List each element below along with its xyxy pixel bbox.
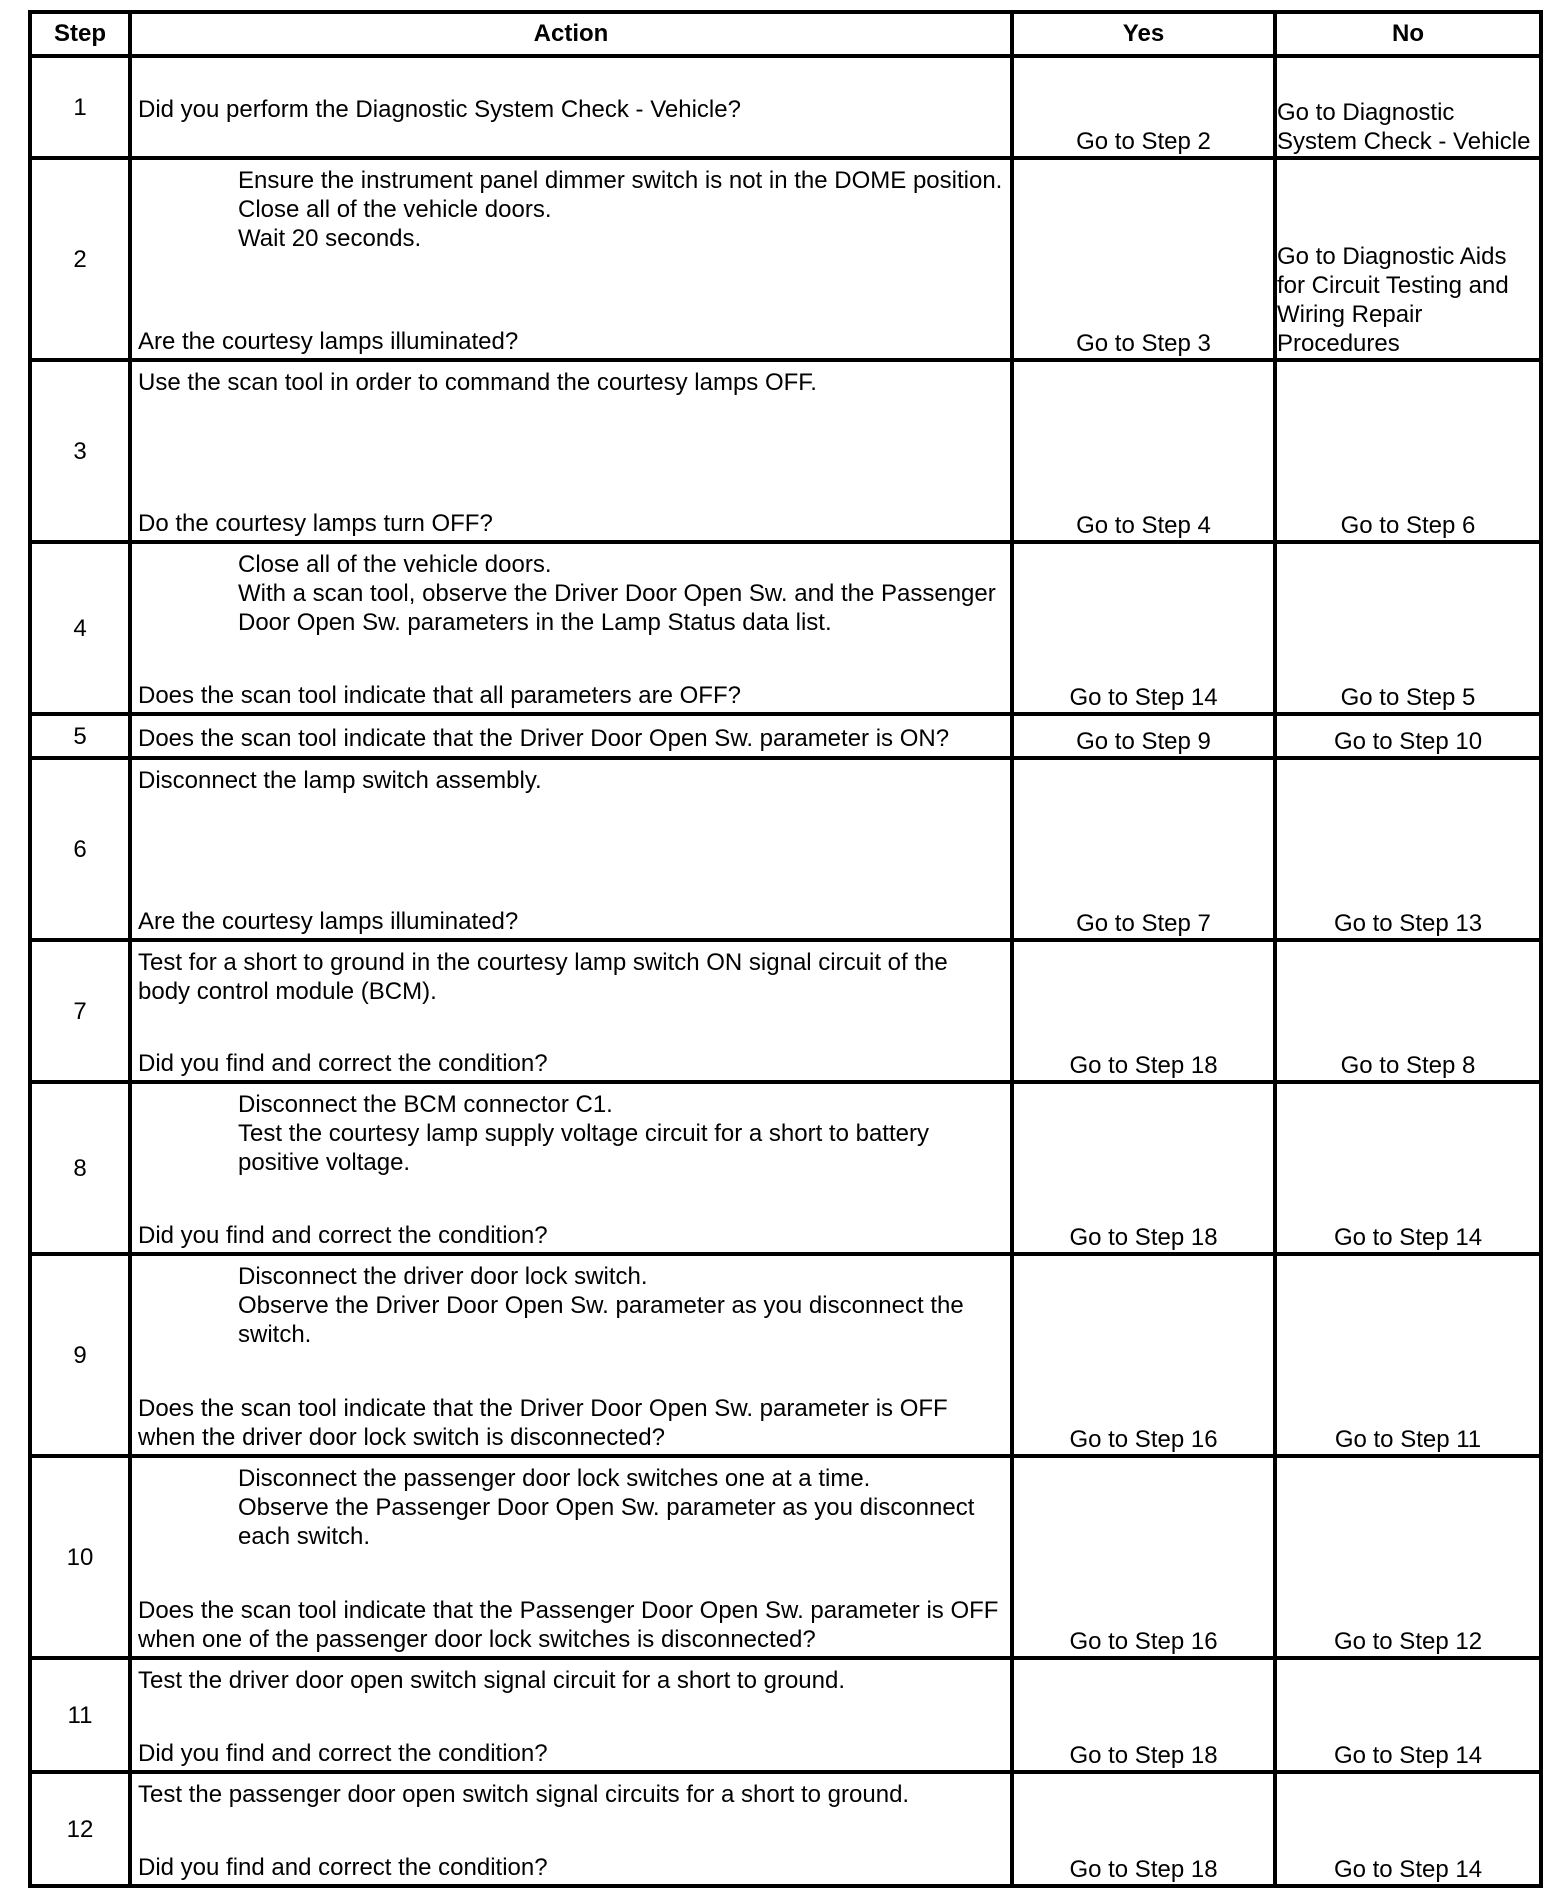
no-cell: Go to Step 6 [1275,360,1541,542]
step-number: 11 [30,1658,130,1772]
yes-cell: Go to Step 16 [1012,1456,1275,1658]
action-cell [130,1772,1012,1886]
instruction-line: Observe the Driver Door Open Sw. parameter as you disconnect the switch. [238,1292,964,1348]
instruction-line: With a scan tool, observe the Driver Door Open Sw. and the Passenger Door Open Sw. parameters in the Lamp Status data list. [238,580,996,636]
step-number: 2 [30,158,130,360]
instruction-line: Disconnect the lamp switch assembly. [138,767,542,794]
yes-cell: Go to Step 4 [1012,360,1275,542]
action-cell [130,1082,1012,1254]
header-action: Action [130,12,1012,56]
no-cell: Go to Step 8 [1275,940,1541,1082]
action-question: Did you find and correct the condition? [138,1050,548,1077]
no-cell: Go to Step 14 [1275,1772,1541,1886]
instruction-line: Disconnect the driver door lock switch. [238,1263,648,1290]
yes-cell: Go to Step 18 [1012,1082,1275,1254]
instruction-line: Disconnect the BCM connector C1. [238,1091,613,1118]
instruction-line: Close all of the vehicle doors. [238,196,552,223]
yes-cell: Go to Step 16 [1012,1254,1275,1456]
action-cell [130,360,1012,542]
no-cell: Go to Step 12 [1275,1456,1541,1658]
action-instructions [138,766,1004,795]
step-number: 12 [30,1772,130,1886]
action-question: Do the courtesy lamps turn OFF? [138,510,493,537]
action-cell [130,56,1012,158]
yes-cell: Go to Step 18 [1012,1658,1275,1772]
instruction-line: Disconnect the passenger door lock switches one at a time. [238,1465,871,1492]
action-cell [130,1658,1012,1772]
action-cell [130,1254,1012,1456]
header-row [30,12,1541,56]
action-question: Are the courtesy lamps illuminated? [138,908,519,935]
action-instructions [138,1666,1004,1695]
yes-cell: Go to Step 18 [1012,940,1275,1082]
instruction-line: Test the courtesy lamp supply voltage circuit for a short to battery positive voltage. [238,1120,929,1176]
no-cell: Go to Step 13 [1275,758,1541,940]
no-cell: Go to Step 14 [1275,1658,1541,1772]
instruction-line: Test the driver door open switch signal circuit for a short to ground. [138,1667,846,1694]
step-number: 5 [30,714,130,758]
action-cell [130,542,1012,714]
yes-cell: Go to Step 3 [1012,158,1275,360]
instruction-line: Close all of the vehicle doors. [238,551,552,578]
action-question: Does the scan tool indicate that the Passenger Door Open Sw. parameter is OFF when one of the passenger door lock switches is disconnected? [138,1597,999,1653]
action-cell [130,158,1012,360]
yes-cell: Go to Step 7 [1012,758,1275,940]
action-cell [130,1456,1012,1658]
table-row [30,940,1541,1082]
table-row [30,714,1541,758]
table-row [30,758,1541,940]
action-instructions [138,1262,1004,1349]
step-number: 7 [30,940,130,1082]
action-instructions [138,550,1004,637]
step-number: 9 [30,1254,130,1456]
action-question: Are the courtesy lamps illuminated? [138,328,519,355]
yes-cell: Go to Step 18 [1012,1772,1275,1886]
instruction-line: Test the passenger door open switch signal circuits for a short to ground. [138,1781,910,1808]
table-row [30,158,1541,360]
no-cell: Go to Diagnostic Aids for Circuit Testing and Wiring Repair Procedures [1275,158,1541,360]
step-number: 1 [30,56,130,158]
table-row [30,56,1541,158]
no-cell: Go to Diagnostic System Check - Vehicle [1275,56,1541,158]
yes-cell: Go to Step 9 [1012,714,1275,758]
step-number: 8 [30,1082,130,1254]
action-instructions [138,1780,1004,1809]
no-cell: Go to Step 14 [1275,1082,1541,1254]
yes-cell: Go to Step 2 [1012,56,1275,158]
action-instructions [138,166,1004,253]
instruction-line: Observe the Passenger Door Open Sw. parameter as you disconnect each switch. [238,1494,975,1550]
no-cell: Go to Step 5 [1275,542,1541,714]
table-row [30,1456,1541,1658]
table-row [30,1772,1541,1886]
header-no: No [1275,12,1541,56]
header-step: Step [30,12,130,56]
action-question: Did you find and correct the condition? [138,1222,548,1249]
action-instructions [138,368,1004,397]
action-question: Does the scan tool indicate that the Driver Door Open Sw. parameter is ON? [138,724,950,752]
action-cell [130,714,1012,758]
table-row [30,542,1541,714]
action-question: Did you find and correct the condition? [138,1854,548,1881]
step-number: 10 [30,1456,130,1658]
action-instructions [138,1090,1004,1177]
action-instructions [138,1464,1004,1551]
instruction-line: Use the scan tool in order to command the courtesy lamps OFF. [138,369,817,396]
step-number: 6 [30,758,130,940]
diagnostic-table [28,10,1543,1888]
action-question: Does the scan tool indicate that all parameters are OFF? [138,682,741,709]
table-row [30,1254,1541,1456]
table-row [30,1658,1541,1772]
action-cell [130,940,1012,1082]
action-cell [130,758,1012,940]
table-row [30,360,1541,542]
instruction-line: Wait 20 seconds. [238,225,422,252]
no-cell: Go to Step 11 [1275,1254,1541,1456]
instruction-line: Test for a short to ground in the courtesy lamp switch ON signal circuit of the body control module (BCM). [138,949,948,1005]
instruction-line: Ensure the instrument panel dimmer switch is not in the DOME position. [238,167,1003,194]
table-row [30,1082,1541,1254]
step-number: 3 [30,360,130,542]
action-instructions [138,948,1004,1006]
yes-cell: Go to Step 14 [1012,542,1275,714]
step-number: 4 [30,542,130,714]
no-cell: Go to Step 10 [1275,714,1541,758]
header-yes: Yes [1012,12,1275,56]
action-question: Did you perform the Diagnostic System Check - Vehicle? [138,95,741,123]
action-question: Did you find and correct the condition? [138,1740,548,1767]
action-question: Does the scan tool indicate that the Driver Door Open Sw. parameter is OFF when the driver door lock switch is disconnected? [138,1395,948,1451]
